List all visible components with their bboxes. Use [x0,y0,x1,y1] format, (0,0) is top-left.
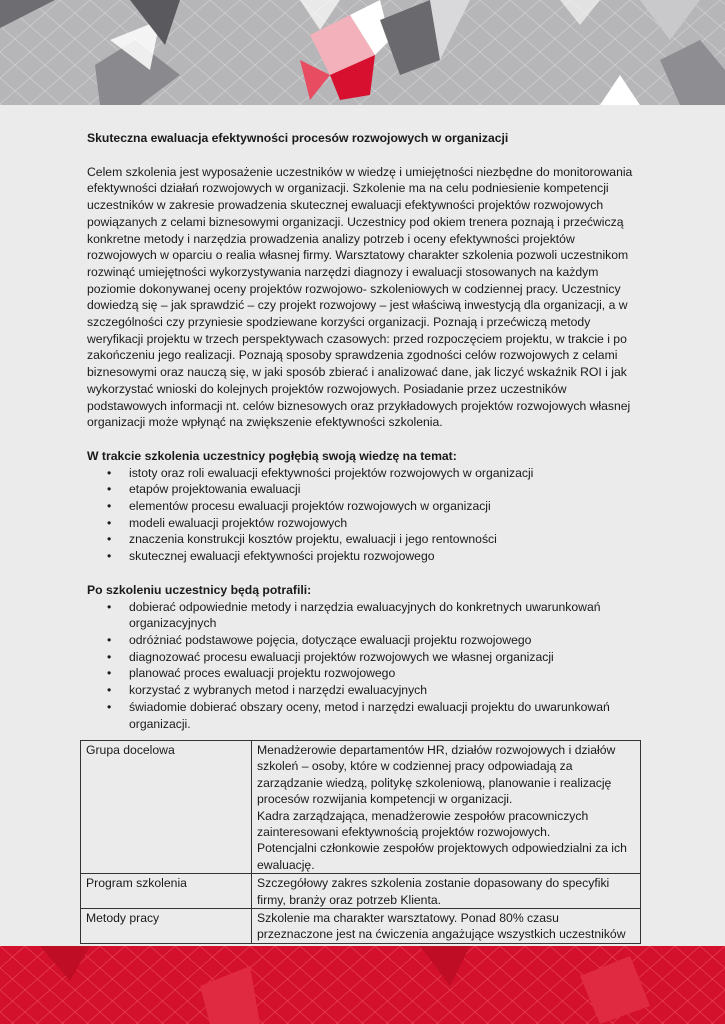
list-item: • dobierać odpowiednie metody i narzędzia ewaluacyjnych do konkretnych uwarunkowań organizacyjnych [87,599,647,632]
list-item: • elementów procesu ewaluacji projektów rozwojowych w organizacji [87,498,647,515]
list-item: • odróżniać podstawowe pojęcia, dotyczące ewaluacji projektu rozwojowego [87,632,647,649]
target-group-line: Menadżerowie departamentów HR, działów rozwojowych i działów szkoleń – osoby, które w codziennej pracy odpowiadają za zarządzanie wiedzą, politykę szkoleniową, planowanie i realizację procesów rozwijania kompetencji w organizacji. [257,743,616,807]
knowledge-heading: W trakcie szkolenia uczestnicy pogłębią swoją wiedzę na temat: [87,448,457,463]
target-group-label: Grupa docelowa [81,741,252,874]
list-item: • istoty oraz roli ewaluacji efektywności projektów rozwojowych w organizacji [87,465,647,482]
table-row [81,874,641,909]
header-decorative-banner [0,0,725,105]
program-label: Program szkolenia [81,874,252,909]
document-title: Skuteczna ewaluacja efektywności procesów rozwojowych w organizacji [87,131,509,145]
skills-heading: Po szkoleniu uczestnicy będą potrafili: [87,582,312,597]
list-item: • korzystać z wybranych metod i narzędzi ewaluacyjnych [87,682,647,699]
list-item: • modeli ewaluacji projektów rozwojowych [87,515,647,532]
knowledge-list [87,465,647,565]
list-item: • diagnozować procesu ewaluacji projektów rozwojowych we własnej organizacji [87,649,647,666]
intro-paragraph: Celem szkolenia jest wyposażenie uczestników w wiedzę i umiejętności niezbędne do monitorowania efektywności działań rozwojowych w organizacji. Szkolenie ma na celu podniesienie kompetencji uczestników w zakresie prowadzenia skutecznej ewaluacji efektywności projektów rozwojowych powiązanych z celami biznesowymi organizacji. Uczestnicy pod okiem trenera poznają i przećwiczą konkretne metody i narzędzia prowadzenia analizy potrzeb i oceny efektywności projektów rozwojowych w oparciu o realia własnej firmy. Warsztatowy charakter szkolenia pozwoli uczestnikom rozwinąć umiejętności wykorzystywania narzędzi diagnozy i ewaluacji stosowanych na każdym poziomie dokonywanej oceny projektów rozwojowo- szkoleniowych w codziennej pracy. Uczestnicy dowiedzą się – jak sprawdzić – czy projekt rozwojowy – jest właściwą inwestycją dla organizacji, a w szczególności czy przyniesie spodziewane korzyści organizacji. Poznają i przećwiczą metody weryfikacji projektu w trzech perspektywach czasowych: przed rozpoczęciem projektu, w trakcie i po zakończeniu jego realizacji. Poznają sposoby sprawdzenia zgodności celów rozwojowych z celami biznesowymi oraz nauczą się, w jaki sposób zbierać i analizować dane, jak liczyć wskaźnik ROI i jak wykorzystać wnioski do kolejnych projektów rozwojowych. Posiadanie przez uczestników podstawowych informacji nt. celów biznesowych oraz przykładowych projektów rozwojowych własnej organizacji może wpłynąć na zwiększenie efektywności szkolenia. [87,164,633,430]
document-body [87,130,647,749]
table-row [81,741,641,874]
footer-decorative-banner [0,946,725,1024]
methods-value: Szkolenie ma charakter warsztatowy. Ponad 80% czasu przeznaczone jest na ćwiczenia angażujące wszystkich uczestników [252,909,641,944]
list-item: • planować proces ewaluacji projektu rozwojowego [87,665,647,682]
training-info-table [80,740,641,944]
list-item: • świadomie dobierać obszary oceny, metod i narzędzi ewaluacji projektu do uwarunkowań organizacji. [87,699,647,732]
target-group-line: Potencjalni członkowie zespołów projektowych odpowiedzialni za ich ewaluację. [257,841,627,872]
table-row [81,909,641,944]
skills-list [87,599,647,733]
list-item: • znaczenia konstrukcji kosztów projektu, ewaluacji i jego rentowności [87,531,647,548]
target-group-line: Kadra zarządzająca, menadżerowie zespołów pracowniczych zainteresowani efektywnością projektów rozwojowych. [257,808,589,840]
methods-label: Metody pracy [81,909,252,944]
list-item: • skutecznej ewaluacji efektywności projektu rozwojowego [87,548,647,565]
program-value: Szczegółowy zakres szkolenia zostanie dopasowany do specyfiki firmy, branży oraz potrzeb Klienta. [252,874,641,909]
target-group-value [252,741,641,874]
list-item: • etapów projektowania ewaluacji [87,481,647,498]
